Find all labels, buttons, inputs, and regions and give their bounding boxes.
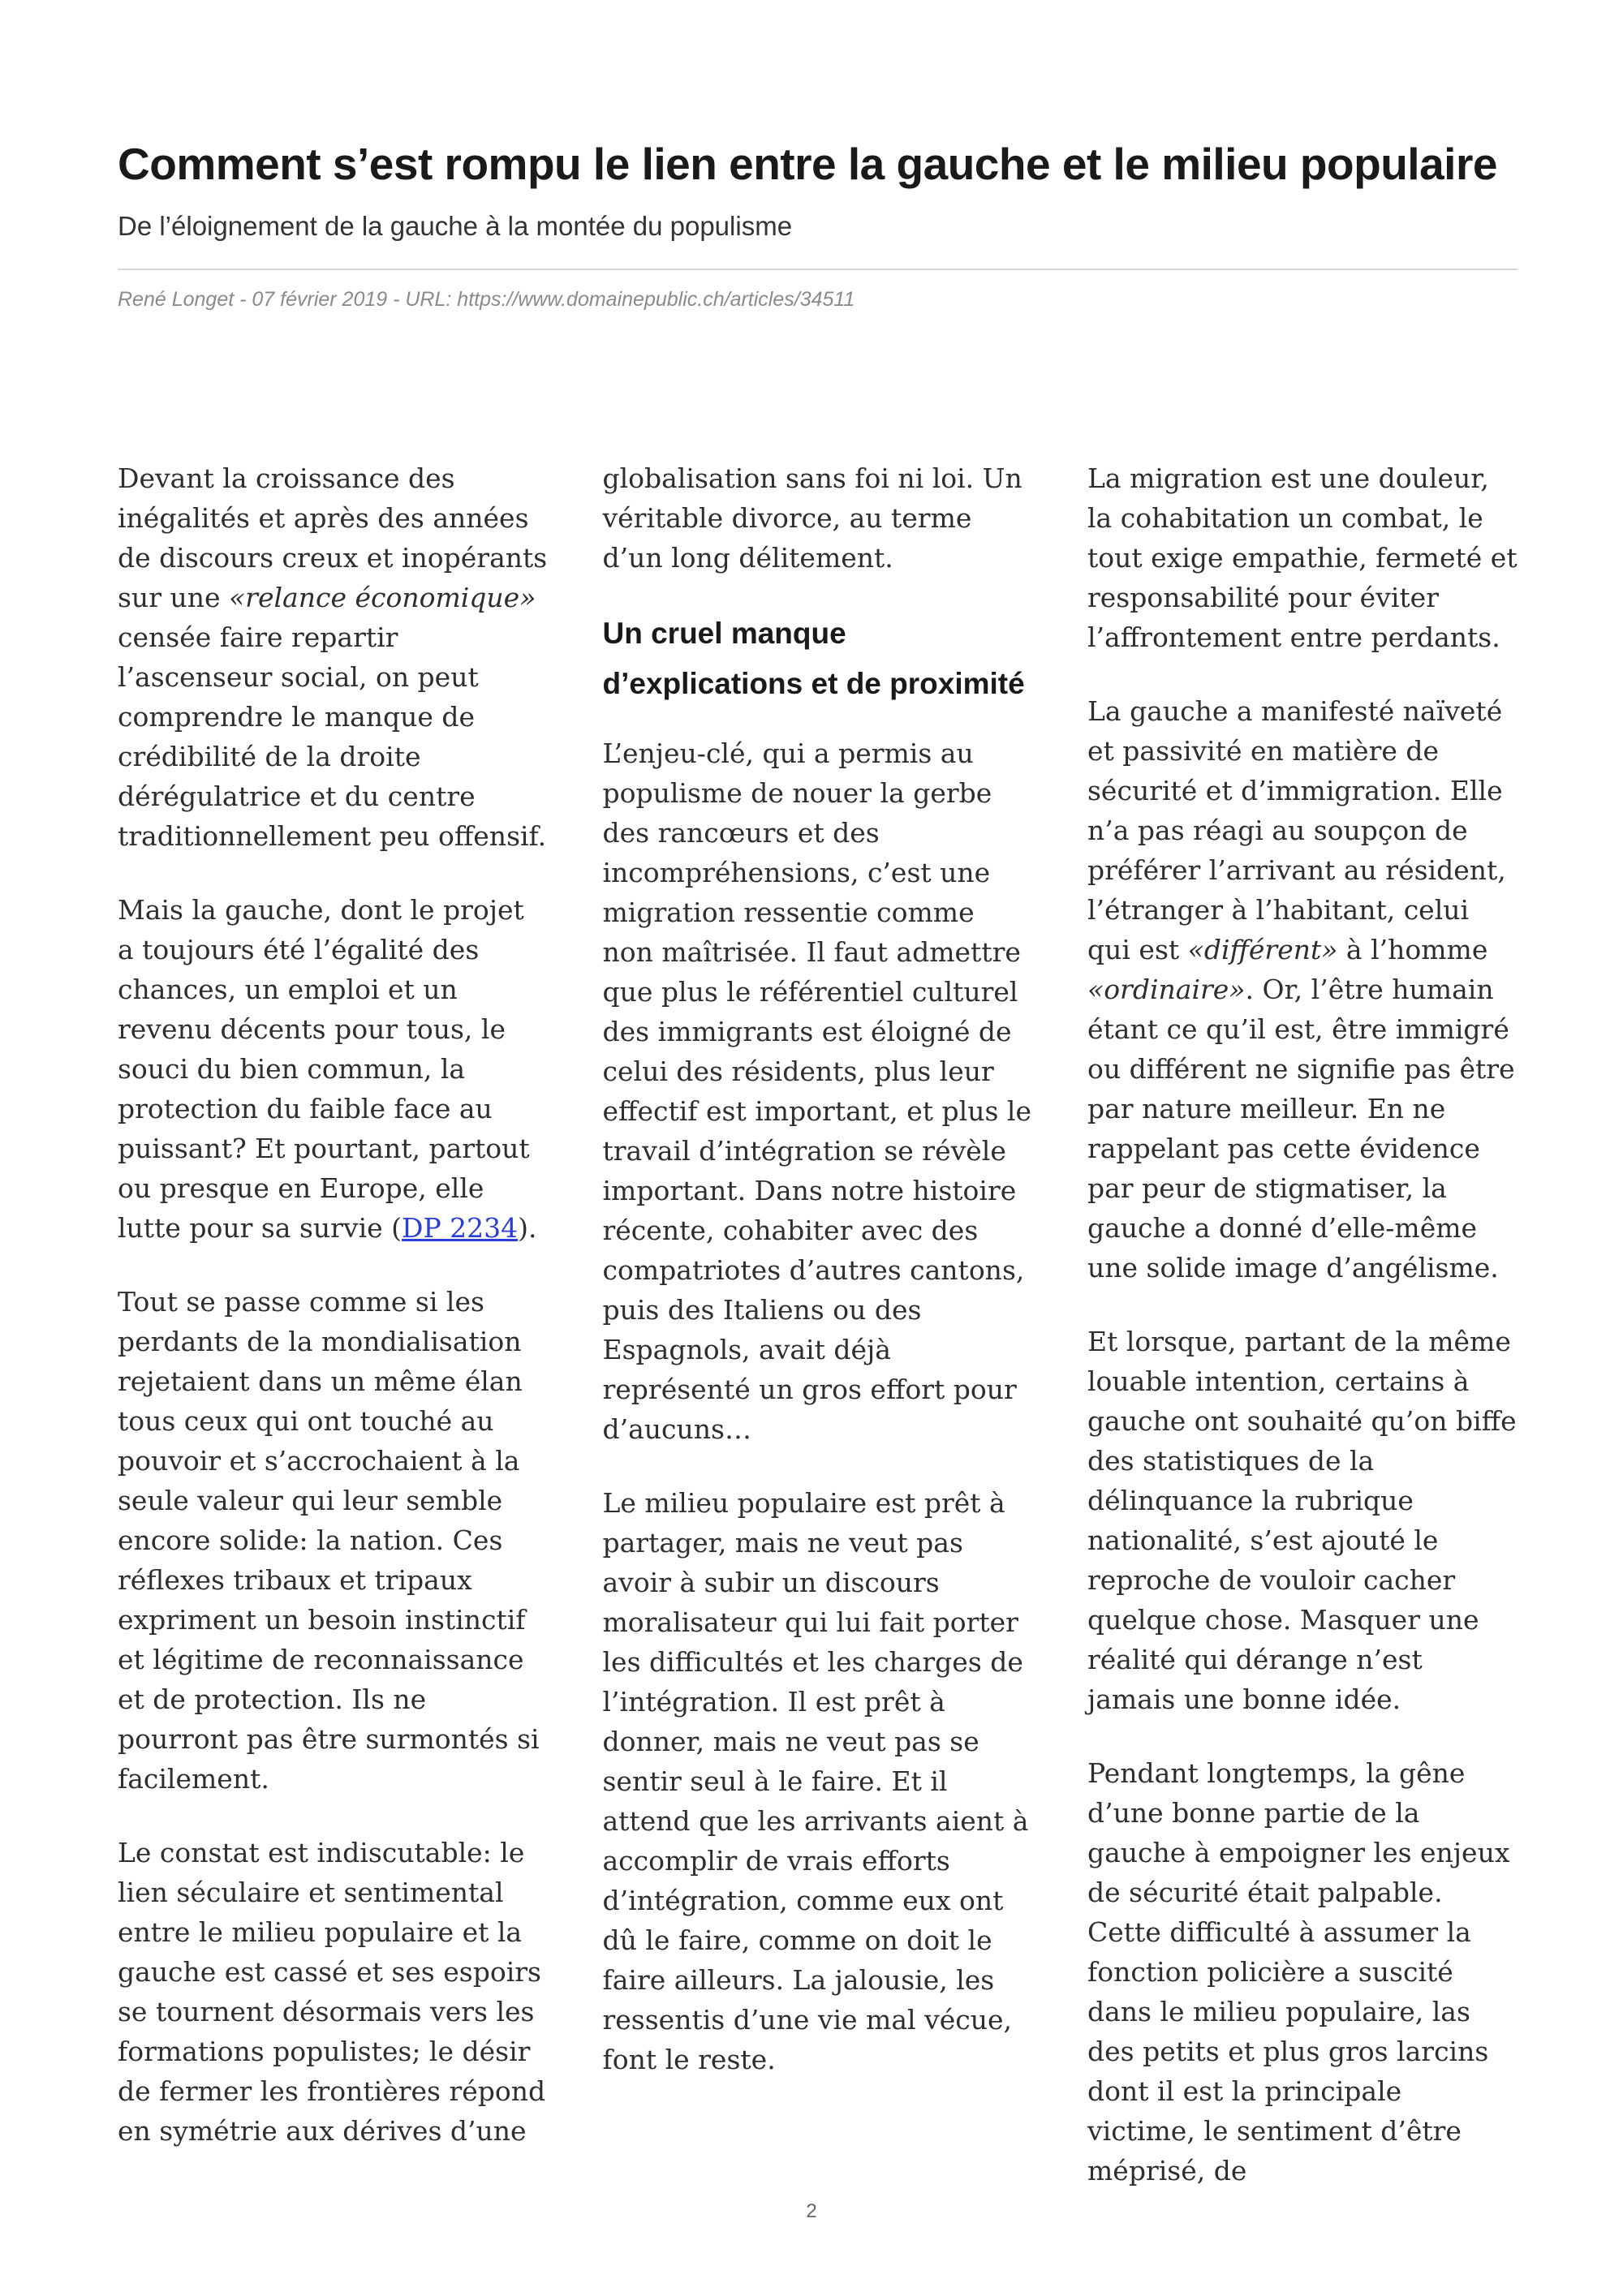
paragraph: Le constat est indiscutable: le lien séculaire et sentimental entre le milieu populaire et la gauche est cassé et ses espoirs se tournent désormais vers les formations populistes; le désir de fermer les frontières répond en symétrie aux dérives d’une bbox=[118, 1837, 546, 2147]
paragraph: La migration est une douleur, la cohabitation un combat, le tout exige empathie, fermeté et responsabilité pour éviter l’affrontement entre perdants. bbox=[1087, 462, 1518, 653]
column-3 bbox=[1087, 458, 1518, 2225]
paragraph: Tout se passe comme si les perdants de la mondialisation rejetaient dans un même élan tous ceux qui ont touché au pouvoir et s’accrochaient à la seule valeur qui leur semble encore solide: la nation. Ces réflexes tribaux et tripaux expriment un besoin instinctif et légitime de reconnaissance et de protection. Ils ne pourront pas être surmontés si facilement. bbox=[118, 1286, 540, 1795]
paragraph: Mais la gauche, dont le projet a toujours été l’égalité des chances, un emploi et un revenu décents pour tous, le souci du bien commun, la protection du faible face au puissant? Et pourtant, partout ou presque en Europe, elle lutte pour sa survie (DP 2234). bbox=[118, 894, 537, 1244]
quote-emphasis: «ordinaire» bbox=[1087, 974, 1246, 1005]
dp-2234-link[interactable]: DP 2234 bbox=[402, 1212, 519, 1244]
paragraph: La gauche a manifesté naïveté et passivité en matière de sécurité et d’immigration. Elle n’a pas réagi au soupçon de préférer l’arrivant au résident, l’étranger à l’habitant, celui qui est «différent» à l’homme «ordinaire». Or, l’être humain étant ce qu’il est, être immigré ou différent ne signifie pas être par nature meilleur. En ne rappelant pas cette évidence par peur de stigmatiser, la gauche a donné d’elle-même une solide image d’angélisme. bbox=[1087, 695, 1515, 1283]
column-1 bbox=[118, 458, 548, 2225]
article-title: Comment s’est rompu le lien entre la gauche et le milieu populaire bbox=[118, 139, 1497, 189]
article-subtitle: De l’éloignement de la gauche à la montée du populisme bbox=[118, 211, 793, 241]
paragraph: globalisation sans foi ni loi. Un véritable divorce, au terme d’un long délitement. bbox=[602, 462, 1022, 574]
paragraph: Et lorsque, partant de la même louable intention, certains à gauche ont souhaité qu’on biffe des statistiques de la délinquance la rubrique nationalité, s’est ajouté le reproche de vouloir cacher quelque chose. Masquer une réalité qui dérange n’est jamais une bonne idée. bbox=[1087, 1326, 1517, 1715]
quote-emphasis: «relance économique» bbox=[228, 582, 536, 613]
article-header bbox=[118, 130, 1518, 314]
column-2 bbox=[603, 458, 1033, 2225]
article-meta: René Longet - 07 février 2019 - URL: https://www.domainepublic.ch/articles/34511 bbox=[118, 288, 855, 311]
page-number: 2 bbox=[806, 2200, 817, 2222]
article-body bbox=[118, 458, 1518, 2225]
section-heading: Un cruel manque d’explications et de proximité bbox=[602, 617, 1025, 700]
paragraph: Le milieu populaire est prêt à partager, mais ne veut pas avoir à subir un discours moralisateur qui lui fait porter les difficultés et les charges de l’intégration. Il est prêt à donner, mais ne veut pas se sentir seul à le faire. Et il attend que les arrivants aient à accomplir de vrais efforts d’intégration, comme eux ont dû le faire, comme on doit le faire ailleurs. La jalousie, les ressentis d’une vie mal vécue, font le reste. bbox=[602, 1487, 1029, 2075]
quote-emphasis: «différent» bbox=[1187, 934, 1338, 965]
paragraph: L’enjeu-clé, qui a permis au populisme de nouer la gerbe des rancœurs et des incompréhensions, c’est une migration ressentie comme non maîtrisée. Il faut admettre que plus le référentiel culturel des immigrants est éloigné de celui des résidents, plus leur effectif est important, et plus le travail d’intégration se révèle important. Dans notre histoire récente, cohabiter avec des compatriotes d’autres cantons, puis des Italiens ou des Espagnols, avait déjà représenté un gros effort pour d’aucuns… bbox=[602, 737, 1031, 1445]
paragraph: Devant la croissance des inégalités et après des années de discours creux et inopérants sur une «relance économique» censée faire repartir l’ascenseur social, on peut comprendre le manque de crédibilité de la droite dérégulatrice et du centre traditionnellement peu offensif. bbox=[118, 462, 548, 852]
paragraph: Pendant longtemps, la gêne d’une bonne partie de la gauche à empoigner les enjeux de sécurité était palpable. Cette difficulté à assumer la fonction policière a suscité dans le milieu populaire, las des petits et plus gros larcins dont il est la principale victime, le sentiment d’être méprisé, de bbox=[1087, 1757, 1510, 2186]
header-divider bbox=[118, 269, 1518, 270]
